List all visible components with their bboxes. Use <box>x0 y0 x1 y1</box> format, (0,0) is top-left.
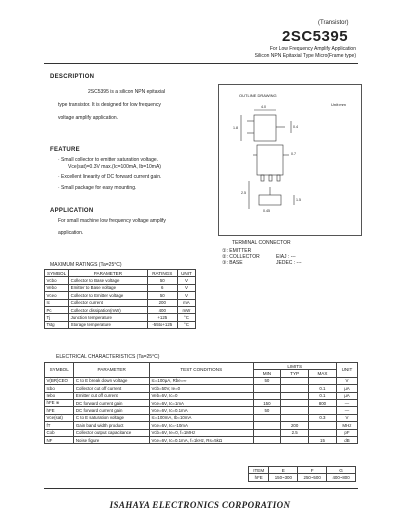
table-cell: Collector dissipation(mW) <box>69 306 148 313</box>
subtitle-type: Silicon NPN Epitaxial Type Micro(Frame type) <box>254 53 356 59</box>
col-unit: UNIT <box>336 363 357 378</box>
col-ratings: RATINGS <box>147 270 177 277</box>
table-cell <box>253 422 281 429</box>
table-cell: 50 <box>147 277 177 284</box>
table-cell: V <box>336 377 357 384</box>
table-cell <box>281 377 309 384</box>
col-unit: UNIT <box>177 270 195 277</box>
table-cell: — <box>336 407 357 414</box>
table-cell <box>281 392 309 399</box>
table-cell: hFE ※ <box>45 399 74 406</box>
table-cell: hFE <box>249 474 269 481</box>
table-cell <box>281 385 309 392</box>
table-cell: °C <box>177 314 195 321</box>
col-rank-f: F <box>298 467 327 474</box>
table-cell: Pc <box>45 306 69 313</box>
table-cell <box>309 407 337 414</box>
dim-label: 4.0 <box>261 105 266 109</box>
table-cell: 150 <box>253 399 281 406</box>
table-cell: Ic=100mA, Ib=10mA <box>149 414 253 421</box>
part-number: 2SC5395 <box>282 28 349 45</box>
table-cell: μA <box>336 385 357 392</box>
table-header-row <box>249 467 356 474</box>
table-cell: °C <box>177 321 195 328</box>
table-cell <box>281 436 309 443</box>
table-cell: Collector output capacitance <box>74 429 150 436</box>
table-cell: Ic <box>45 299 69 306</box>
table-row <box>45 284 196 291</box>
table-cell: 50 <box>147 292 177 299</box>
transistor-label: (Transistor) <box>318 20 349 26</box>
table-cell: V <box>177 284 195 291</box>
company-footer: ISAHAYA ELECTRONICS CORPORATION <box>109 500 291 510</box>
col-rank-e: E <box>269 467 298 474</box>
col-limits: LIMITS <box>253 363 336 370</box>
table-cell: V <box>177 292 195 299</box>
table-header-row <box>45 363 358 370</box>
max-ratings-title: MAXIMUM RATINGS (Ta=25°C) <box>50 262 122 268</box>
table-cell: V(BR)CEO <box>45 377 74 384</box>
table-cell: Collector to Emitter voltage <box>69 292 148 299</box>
col-test-conditions: TEST CONDITIONS <box>149 363 253 378</box>
footer-rule <box>44 488 358 489</box>
table-cell: mA <box>177 299 195 306</box>
terminal-title: TERMINAL CONNECTOR <box>232 240 291 246</box>
table-row <box>45 429 358 436</box>
table-row <box>45 321 196 328</box>
table-cell: 15 <box>309 436 337 443</box>
table-cell: Icbo <box>45 385 74 392</box>
jedec-label: JEDEC : --- <box>276 260 302 266</box>
feature-item: · Small collector to emitter saturation voltage. <box>58 157 159 163</box>
application-line: application. <box>58 230 84 236</box>
table-cell: Cob <box>45 429 74 436</box>
table-cell: 800 <box>309 399 337 406</box>
table-cell: V <box>336 414 357 421</box>
table-cell: fT <box>45 422 74 429</box>
eiaj-label: EIAJ : --- <box>276 254 296 260</box>
table-cell: hFE <box>45 407 74 414</box>
table-cell: — <box>336 399 357 406</box>
table-cell: Tj <box>45 314 69 321</box>
table-cell <box>309 377 337 384</box>
table-row <box>45 306 196 313</box>
table-cell <box>309 429 337 436</box>
table-cell: Ic=100μA, Rbe=∞ <box>149 377 253 384</box>
elec-title: ELECTRICAL CHARACTERISTICS (Ta=25°C) <box>56 354 160 360</box>
application-line: For small machine low frequency voltage amplify <box>58 218 166 224</box>
hfe-rank-table <box>248 466 356 482</box>
feature-title: FEATURE <box>50 147 80 153</box>
col-symbol: SYMBOL <box>45 270 69 277</box>
table-cell: Vce=6V, Ic=1mA <box>149 399 253 406</box>
table-cell: DC forward current gain <box>74 407 150 414</box>
table-cell: Gain band width product <box>74 422 150 429</box>
table-cell: NF <box>45 436 74 443</box>
table-cell: Vceo <box>45 292 69 299</box>
table-cell <box>253 436 281 443</box>
table-cell: Noise figure <box>74 436 150 443</box>
col-typ: TYP <box>281 370 309 377</box>
table-row <box>45 377 358 384</box>
table-row <box>45 407 358 414</box>
table-cell: Vcb=6V, Ie=0, f=1MHz <box>149 429 253 436</box>
dim-label: 0.45 <box>263 209 270 213</box>
table-cell: Collector to Base voltage <box>69 277 148 284</box>
table-cell: DC forward current gain <box>74 399 150 406</box>
table-cell: +125 <box>147 314 177 321</box>
table-cell: 0.1 <box>309 385 337 392</box>
table-cell: Iebo <box>45 392 74 399</box>
table-row <box>45 314 196 321</box>
application-title: APPLICATION <box>50 208 94 214</box>
outline-unit: Unit:mm <box>331 102 346 107</box>
table-cell: 150~300 <box>269 474 298 481</box>
table-cell: Collector current <box>69 299 148 306</box>
terminal-emitter: ①: EMITTER <box>222 248 252 254</box>
col-symbol: SYMBOL <box>45 363 74 378</box>
outline-title: OUTLINE DRAWING <box>239 93 277 98</box>
table-cell <box>281 407 309 414</box>
table-cell: Vce(sat) <box>45 414 74 421</box>
header-rule <box>44 63 358 64</box>
table-cell: 400~800 <box>327 474 356 481</box>
table-cell: dB <box>336 436 357 443</box>
table-cell: Junction temperature <box>69 314 148 321</box>
table-cell: MHz <box>336 422 357 429</box>
table-cell: 50 <box>253 377 281 384</box>
description-title: DESCRIPTION <box>50 74 95 80</box>
table-cell: Vce=6V, Ic=-10mA <box>149 422 253 429</box>
outline-drawing <box>218 84 362 236</box>
table-row <box>45 292 196 299</box>
table-row <box>45 392 358 399</box>
table-cell: Collector cut off current <box>74 385 150 392</box>
table-cell: Vce=6V, Ic=0.1mA <box>149 407 253 414</box>
table-cell <box>253 385 281 392</box>
table-cell: C to E saturation voltage <box>74 414 150 421</box>
terminal-base: ③: BASE <box>222 260 243 266</box>
description-line: 2SC5395 is a silicon NPN epitaxial <box>88 89 165 95</box>
feature-item: · Excellent linearity of DC forward current gain. <box>58 174 162 180</box>
table-cell: Vce=6V, Ic=0.1mA, f=1kHz, Rs=5kΩ <box>149 436 253 443</box>
table-row <box>45 385 358 392</box>
table-row <box>45 399 358 406</box>
col-parameter: PARAMETER <box>74 363 150 378</box>
table-cell: Storage temperature <box>69 321 148 328</box>
table-cell: C to E break down voltage <box>74 377 150 384</box>
description-line: type transistor. It is designed for low frequency <box>58 102 161 108</box>
table-row <box>45 436 358 443</box>
table-cell: 200 <box>281 422 309 429</box>
table-cell: V <box>177 277 195 284</box>
terminal-collector: ②: COLLECTOR <box>222 254 260 260</box>
table-cell: μA <box>336 392 357 399</box>
table-cell: 400 <box>147 306 177 313</box>
table-cell: Vcbo <box>45 277 69 284</box>
table-cell: -55to+125 <box>147 321 177 328</box>
table-cell <box>309 422 337 429</box>
feature-item: · Small package for easy mounting. <box>58 185 137 191</box>
col-parameter: PARAMETER <box>69 270 148 277</box>
table-cell: 2.5 <box>281 429 309 436</box>
table-header-row <box>45 270 196 277</box>
col-min: MIN <box>253 370 281 377</box>
dim-label: 1.5 <box>296 198 301 202</box>
description-line: voltage amplify application. <box>58 115 119 121</box>
table-cell: 50 <box>253 407 281 414</box>
table-cell: mW <box>177 306 195 313</box>
feature-item: Vce(sat)=0.3V max.(Ic=100mA, Ib=10mA) <box>68 164 161 170</box>
table-cell: pF <box>336 429 357 436</box>
table-cell <box>253 429 281 436</box>
table-cell <box>281 399 309 406</box>
col-max: MAX <box>309 370 337 377</box>
dim-label: 0.7 <box>291 152 296 156</box>
table-row <box>45 414 358 421</box>
table-row <box>45 277 196 284</box>
table-cell: 250~500 <box>298 474 327 481</box>
table-cell: Emitter cut off current <box>74 392 150 399</box>
col-rank-g: G <box>327 467 356 474</box>
table-row <box>45 299 196 306</box>
table-row <box>249 474 356 481</box>
table-cell: Vcb=50V, Ie=0 <box>149 385 253 392</box>
col-item: ITEM <box>249 467 269 474</box>
table-cell <box>281 414 309 421</box>
table-cell: 200 <box>147 299 177 306</box>
table-cell: 0.3 <box>309 414 337 421</box>
table-cell: 0.1 <box>309 392 337 399</box>
max-ratings-table <box>44 269 196 329</box>
elec-table <box>44 362 358 444</box>
table-cell: Veb=6V, Ic=0 <box>149 392 253 399</box>
dim-label: 2.5 <box>241 191 246 195</box>
dim-label: 1.8 <box>233 126 238 130</box>
subtitle-application: For Low Frequency Amplify Application <box>269 46 356 52</box>
table-cell: 6 <box>147 284 177 291</box>
table-cell <box>253 392 281 399</box>
table-cell: Vebo <box>45 284 69 291</box>
table-cell: Tstg <box>45 321 69 328</box>
package-diagram <box>219 85 361 235</box>
table-row <box>45 422 358 429</box>
table-cell: Emitter to Base voltage <box>69 284 148 291</box>
dim-label: 0.4 <box>293 125 298 129</box>
table-cell <box>253 414 281 421</box>
